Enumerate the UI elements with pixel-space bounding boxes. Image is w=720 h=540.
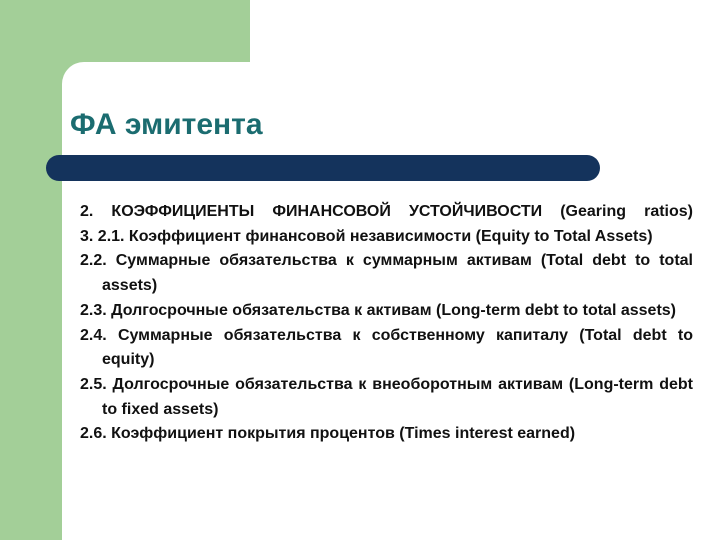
slide-body bbox=[80, 200, 693, 447]
slide-title: ФА эмитента bbox=[70, 108, 263, 141]
list-item: 2.4. Суммарные обязательства к собственному капиталу (Total debt to equity) bbox=[80, 326, 693, 369]
list-item: 2.5. Долгосрочные обязательства к внеоборотным активам (Long-term debt to fixed assets) bbox=[80, 375, 693, 418]
list-item: 2.3. Долгосрочные обязательства к активам (Long-term debt to total assets) bbox=[80, 301, 676, 319]
list-item: 2.6. Коэффициент покрытия процентов (Times interest earned) bbox=[80, 425, 576, 443]
list-item: 3. 2.1. Коэффициент финансовой независимости (Equity to Total Assets) bbox=[80, 227, 653, 245]
list-item: 2.2. Суммарные обязательства к суммарным активам (Total debt to total assets) bbox=[80, 252, 693, 295]
title-divider-bar bbox=[46, 155, 600, 181]
list-item: 2. КОЭФФИЦИЕНТЫ ФИНАНСОВОЙ УСТОЙЧИВОСТИ (Gearing ratios) bbox=[80, 203, 693, 220]
